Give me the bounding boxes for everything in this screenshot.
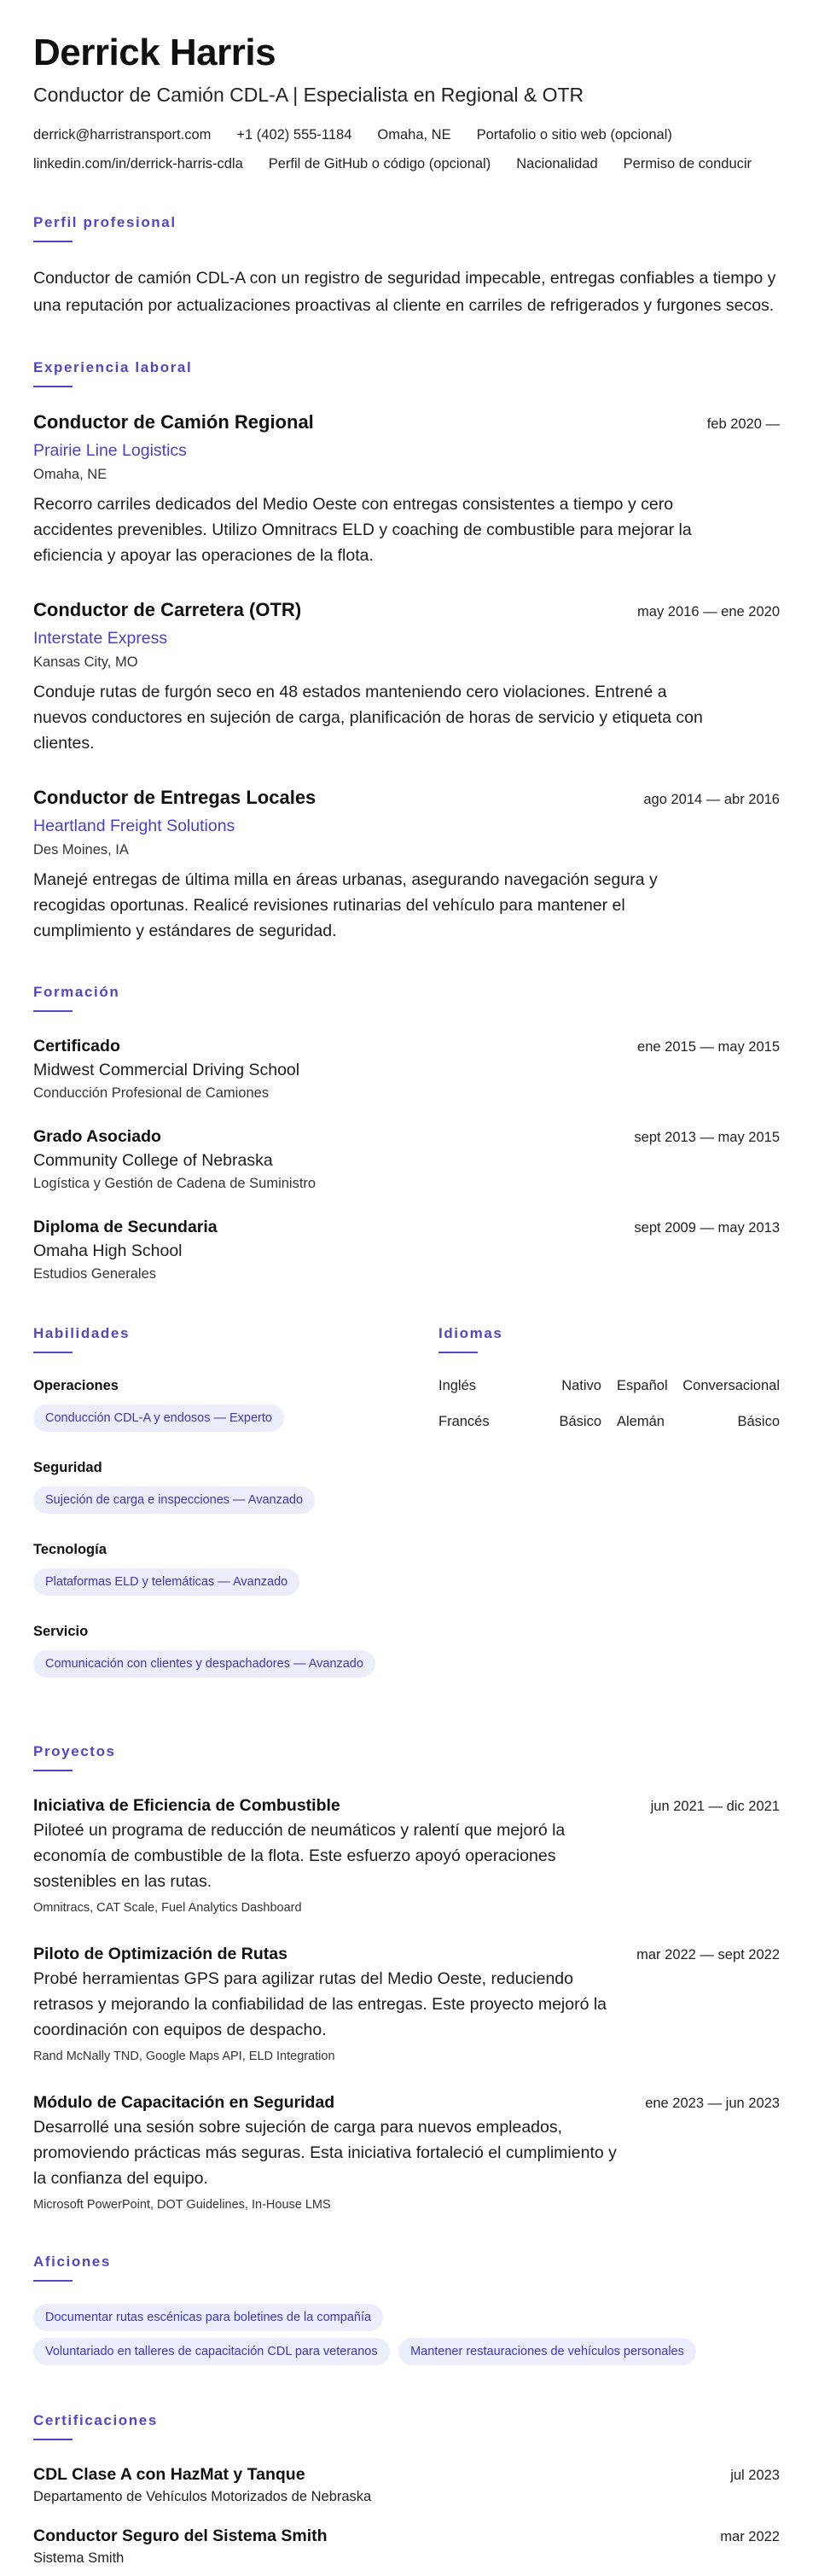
skill-pill: Comunicación con clientes y despachadores — Avanzado [33, 1650, 375, 1678]
hobbies-section [33, 2253, 780, 2372]
education-degree: Grado Asociado [33, 1127, 161, 1146]
skill-category: Tecnología [33, 1542, 107, 1557]
contact-list [33, 125, 780, 174]
certifications-section [33, 2411, 780, 2568]
job-company: Heartland Freight Solutions [33, 817, 235, 835]
language-name: Español [617, 1378, 668, 1393]
job-location: Omaha, NE [33, 467, 107, 482]
education-field: Estudios Generales [33, 1266, 156, 1282]
job-title: Conductor de Entregas Locales [33, 787, 316, 808]
certification-date: jul 2023 [730, 2468, 780, 2483]
skill-category: Servicio [33, 1624, 89, 1639]
education-date: sept 2009 — may 2013 [634, 1220, 780, 1236]
education-field: Logística y Gestión de Cadena de Suministro [33, 1176, 316, 1191]
section-title-languages: Idiomas [438, 1325, 503, 1341]
education-degree: Diploma de Secundaria [33, 1218, 218, 1236]
section-divider [33, 241, 73, 242]
contact-nationality: Nacionalidad [516, 156, 598, 172]
hobby-pill: Mantener restauraciones de vehículos personales [398, 2338, 696, 2365]
certification-name: CDL Clase A con HazMat y Tanque [33, 2465, 305, 2484]
contact-linkedin[interactable]: linkedin.com/in/derrick-harris-cdla [33, 156, 243, 172]
certification-entry [33, 2463, 780, 2507]
section-divider [33, 386, 73, 387]
skill-pill: Conducción CDL-A y endosos — Experto [33, 1404, 284, 1432]
language-item [438, 1411, 601, 1432]
job-title: Conductor de Camión Regional [33, 411, 314, 433]
certification-issuer: Departamento de Vehículos Motorizados de Nebraska [33, 2489, 372, 2504]
education-institution: Omaha High School [33, 1241, 183, 1260]
job-date: may 2016 — ene 2020 [637, 604, 780, 619]
hobby-pill: Voluntariado en talleres de capacitación CDL para veteranos [33, 2338, 390, 2365]
candidate-name: Derrick Harris [33, 32, 276, 73]
resume-header [33, 31, 780, 174]
job-location: Des Moines, IA [33, 842, 129, 858]
education-entry [33, 1125, 780, 1195]
job-date: ago 2014 — abr 2016 [643, 792, 780, 807]
education-field: Conducción Profesional de Camiones [33, 1085, 270, 1101]
candidate-headline: Conductor de Camión CDL-A | Especialista en Regional & OTR [33, 84, 584, 106]
skill-pill: Sujeción de carga e inspecciones — Avanzado [33, 1486, 315, 1514]
education-entry [33, 1215, 780, 1285]
education-date: sept 2013 — may 2015 [634, 1130, 780, 1145]
summary-text: Conductor de camión CDL-A con un registro de seguridad impecable, entregas confiables a tiempo y una reputación por actualizaciones proactivas al cliente en carriles de refrigerados y furgones secos. [33, 269, 776, 315]
job-description: Conduje rutas de furgón seco en 48 estados manteniendo cero violaciones. Entrené a nuevos conductores en sujeción de carga, planificación de horas de servicio y etiqueta con clientes. [33, 683, 703, 753]
certification-entry [33, 2524, 780, 2568]
language-level: Conversacional [682, 1378, 780, 1393]
project-description: Desarrollé una sesión sobre sujeción de carga para nuevos empleados, promoviendo prácticas más seguras. Esta iniciativa fortaleció el cumplimiento y la confianza del equipo. [33, 2118, 617, 2188]
language-level: Básico [559, 1414, 601, 1429]
summary-section [33, 213, 780, 319]
project-entry [33, 1942, 780, 2065]
project-entry [33, 1794, 780, 1916]
project-title: Iniciativa de Eficiencia de Combustible [33, 1796, 340, 1815]
job-entry [33, 410, 780, 568]
job-description: Manejé entregas de última milla en áreas urbanas, asegurando navegación segura y recogidas oportunas. Realicé revisiones rutinarias del vehículo para mantener el cumplimiento y estándares de seguridad. [33, 870, 658, 940]
certification-issuer: Sistema Smith [33, 2550, 125, 2566]
language-name: Alemán [617, 1414, 665, 1429]
certification-date: mar 2022 [720, 2529, 780, 2544]
section-divider [438, 1352, 478, 1353]
section-divider [33, 1770, 73, 1771]
experience-section [33, 358, 780, 944]
language-name: Inglés [438, 1378, 477, 1393]
education-degree: Certificado [33, 1037, 120, 1055]
education-institution: Midwest Commercial Driving School [33, 1061, 300, 1079]
project-entry [33, 2090, 780, 2213]
education-institution: Community College of Nebraska [33, 1151, 273, 1170]
project-date: mar 2022 — sept 2022 [636, 1947, 780, 1963]
skill-category: Seguridad [33, 1460, 102, 1475]
section-title-projects: Proyectos [33, 1743, 116, 1759]
section-divider [33, 1352, 73, 1353]
language-level: Nativo [561, 1378, 601, 1393]
section-divider [33, 2439, 73, 2440]
hobby-pill: Documentar rutas escénicas para boletines de la compañía [33, 2304, 383, 2331]
contact-phone[interactable]: +1 (402) 555-1184 [236, 127, 352, 142]
education-date: ene 2015 — may 2015 [637, 1039, 780, 1055]
project-title: Piloto de Optimización de Rutas [33, 1945, 287, 1963]
job-date: feb 2020 — [706, 416, 780, 432]
section-title-hobbies: Aficiones [33, 2253, 111, 2270]
language-item [617, 1411, 780, 1432]
skill-group [33, 1457, 404, 1521]
contact-license: Permiso de conducir [623, 156, 752, 172]
skills-languages-row [33, 1324, 780, 1703]
contact-email[interactable]: derrick@harristransport.com [33, 127, 212, 142]
language-item [617, 1375, 780, 1396]
skill-group [33, 1375, 404, 1439]
language-name: Francés [438, 1414, 490, 1429]
section-title-certifications: Certificaciones [33, 2412, 158, 2428]
projects-section [33, 1742, 780, 2213]
project-tech: Microsoft PowerPoint, DOT Guidelines, In-House LMS [33, 2198, 331, 2212]
certification-name: Conductor Seguro del Sistema Smith [33, 2527, 328, 2545]
job-entry [33, 597, 780, 756]
section-divider [33, 2280, 73, 2282]
skill-category: Operaciones [33, 1378, 119, 1393]
project-description: Piloteé un programa de reducción de neumáticos y ralentí que mejoró la economía de combustible de la flota. Este esfuerzo apoyó operaciones sostenibles en las rutas. [33, 1821, 566, 1891]
skill-group [33, 1621, 404, 1684]
section-title-experience: Experiencia laboral [33, 359, 193, 375]
section-title-education: Formación [33, 984, 120, 1000]
job-title: Conductor de Carretera (OTR) [33, 599, 302, 620]
job-company: Interstate Express [33, 629, 168, 648]
language-level: Básico [737, 1414, 780, 1429]
job-entry [33, 785, 780, 944]
project-date: jun 2021 — dic 2021 [650, 1799, 780, 1814]
contact-location: Omaha, NE [377, 127, 451, 142]
project-tech: Rand McNally TND, Google Maps API, ELD Integration [33, 2050, 335, 2063]
skill-group [33, 1539, 404, 1602]
project-description: Probé herramientas GPS para agilizar rutas del Medio Oeste, reduciendo retrasos y mejorando la confiabilidad de las entregas. Este proyecto mejoró la coordinación con equipos de despacho. [33, 1969, 607, 2039]
project-tech: Omnitracs, CAT Scale, Fuel Analytics Dashboard [33, 1901, 302, 1915]
job-description: Recorro carriles dedicados del Medio Oeste con entregas consistentes a tiempo y cero accidentes prevenibles. Utilizo Omnitracs ELD y coaching de combustible para mejorar la eficiencia y apoyar las operaciones de la flota. [33, 495, 692, 565]
languages-section [438, 1324, 780, 1703]
section-divider [33, 1010, 73, 1012]
contact-portfolio[interactable]: Portafolio o sitio web (opcional) [476, 127, 672, 142]
education-section [33, 983, 780, 1285]
job-company: Prairie Line Logistics [33, 441, 187, 460]
project-date: ene 2023 — jun 2023 [645, 2096, 780, 2111]
project-title: Módulo de Capacitación en Seguridad [33, 2093, 335, 2112]
section-title-skills: Habilidades [33, 1325, 131, 1341]
language-item [438, 1375, 601, 1396]
education-entry [33, 1034, 780, 1104]
section-title-summary: Perfil profesional [33, 214, 177, 230]
skill-pill: Plataformas ELD y telemáticas — Avanzado [33, 1568, 299, 1596]
job-location: Kansas City, MO [33, 654, 138, 670]
contact-github[interactable]: Perfil de GitHub o código (opcional) [268, 156, 491, 172]
skills-section [33, 1324, 404, 1703]
